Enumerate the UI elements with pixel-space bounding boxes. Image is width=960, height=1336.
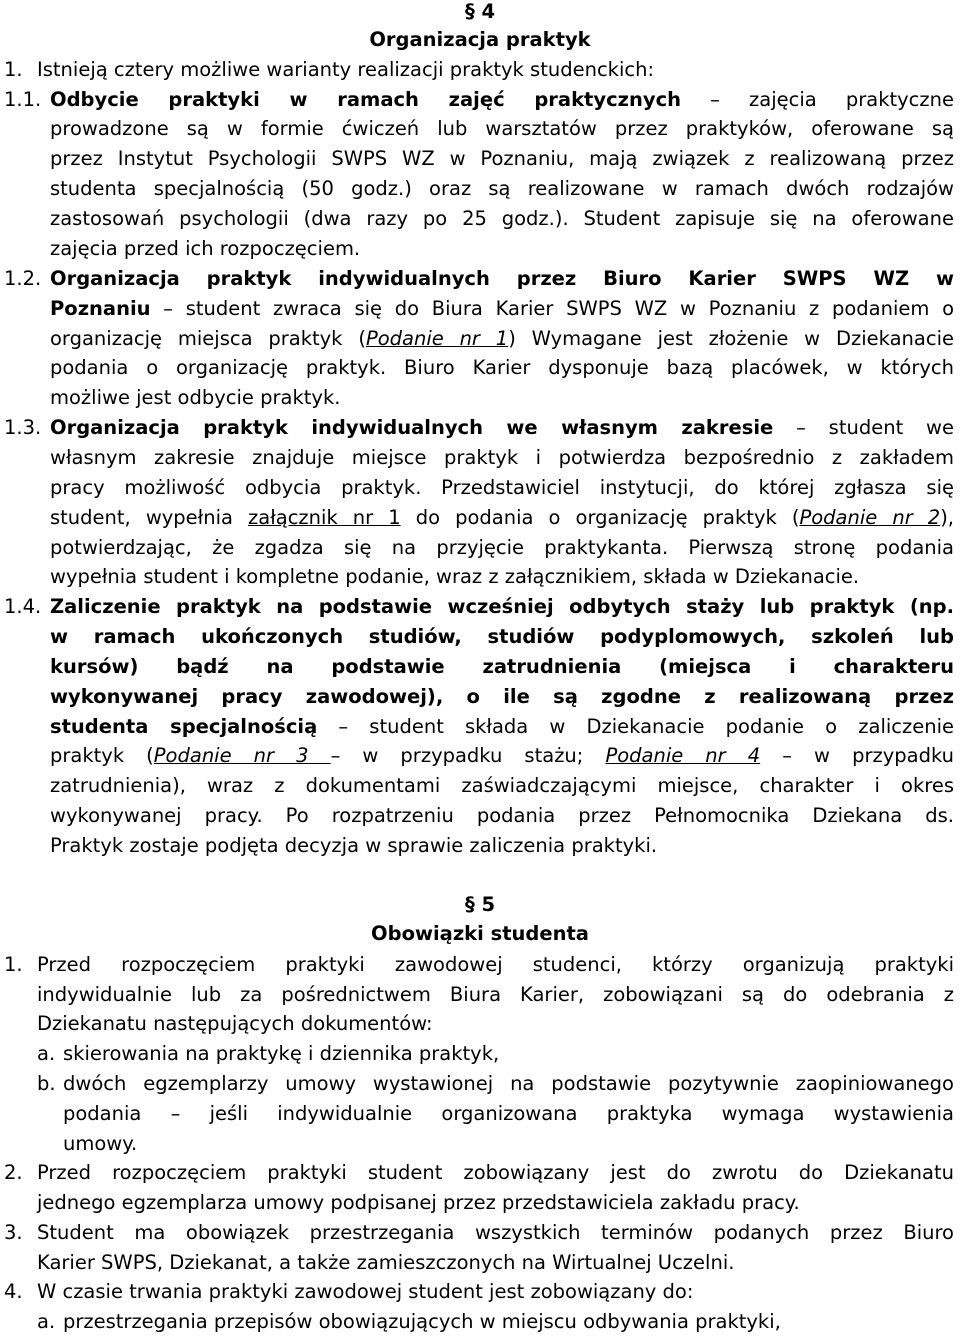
sub-1-2-text-b: ) Wymagane jest złożenie w Dziekanacie [508,327,954,350]
obligation-4a-text: przestrzegania przepisów obowiązujących w miejscu odbywania praktyki, [63,1310,781,1333]
sub-1-1-line-2: prowadzone są w formie ćwiczeń lub warsztatów przez praktyków, oferowane są [50,117,954,140]
obligation-4-line-1: W czasie trwania praktyki zawodowej student jest zobowiązany do: [37,1280,694,1303]
obligation-2-line-1: Przed rozpoczęciem praktyki student zobowiązany jest do zwrotu do Dziekanatu [37,1161,954,1184]
sub-1-3-text: – student we [773,416,954,439]
sub-1-1-number: 1.1. [4,88,42,111]
sub-1-3-line-1 [50,416,954,440]
sub-1-4-text-b: – w przypadku stażu; [330,744,606,767]
sub-1-2-heading: Organizacja praktyk indywidualnych przez Biuro Karier SWPS WZ w [50,267,954,290]
sub-1-4-line-6 [50,744,954,768]
sub-1-4-line-7: zatrudnienia), wraz z dokumentami zaświadczającymi miejsce, charakter i okres [50,774,954,797]
sub-1-3-text-c: ), [940,506,954,529]
podanie-1-link[interactable]: Podanie nr 1 [365,327,509,350]
obligation-2-number: 2. [4,1161,23,1184]
sub-1-4-heading-5: studenta specjalnością [50,715,318,738]
section-4-sign: § 4 [464,0,496,23]
sub-1-4-line-8: wykonywanej pracy. Po rozpatrzeniu podania przez Pełnomocnika Dziekana ds. [50,804,954,827]
sub-1-2-line-2 [50,297,954,321]
sub-1-1-heading: Odbycie praktyki w ramach zajęć praktycznych [50,88,682,111]
sub-1-1-line-5: zastosowań psychologii (dwa razy po 25 godz.). Student zapisuje się na oferowane [50,207,954,230]
obligation-1a-text: skierowania na praktykę i dziennika praktyk, [63,1042,500,1065]
sub-1-4-heading-2: w ramach ukończonych studiów, studiów podyplomowych, szkoleń lub [50,625,954,648]
obligation-1-line-1: Przed rozpoczęciem praktyki zawodowej studenci, którzy organizują praktyki [37,953,954,976]
sub-1-4-heading-1: Zaliczenie praktyk na podstawie wcześniej odbytych staży lub praktyk (np. [50,595,954,618]
sub-1-4-heading-4: wykonywanej pracy zawodowej), o ile są zgodne z realizowaną przez [50,685,954,708]
obligation-3-number: 3. [4,1221,23,1244]
section-4-title: Organizacja praktyk [369,28,591,51]
obligation-1b-number: b. [37,1072,56,1095]
zalacznik-1-link[interactable]: załącznik nr 1 [248,506,401,529]
sub-1-2-line-3 [50,327,954,351]
sub-1-2-text-a: organizację miejsca praktyk ( [50,327,366,350]
sub-1-3-line-4 [50,506,954,530]
sub-1-4-text: – student składa w Dziekanacie podanie o zaliczenie [317,715,955,738]
sub-1-3-text-b: do podania o organizację praktyk ( [400,506,800,529]
sub-1-2-heading-end: Poznaniu [50,297,151,320]
sub-1-2-line-5: możliwe jest odbycie praktyk. [50,386,341,409]
sub-1-3-line-6: wypełnia student i kompletne podanie, wraz z załącznikiem, składa w Dziekanacie. [50,565,860,588]
obligation-3-line-1: Student ma obowiązek przestrzegania wszystkich terminów podanych przez Biuro [37,1221,954,1244]
sub-1-4-text-c: – w przypadku [760,744,954,767]
sub-1-3-number: 1.3. [4,416,42,439]
sub-1-1-line-6: zajęcia przed ich rozpoczęciem. [50,237,361,260]
obligation-4-number: 4. [4,1280,23,1303]
obligation-3-line-2: Karier SWPS, Dziekanat, a także zamieszczonych na Wirtualnej Uczelni. [37,1251,735,1274]
sub-1-4-text-a: praktyk ( [50,744,154,767]
sub-1-3-heading: Organizacja praktyk indywidualnych we własnym zakresie [50,416,774,439]
sub-1-3-line-3: pracy możliwość odbycia praktyk. Przedstawiciel instytucji, do której zgłasza się [50,476,954,499]
sub-1-3-text-a: student, wypełnia [50,506,249,529]
obligation-4a-number: a. [37,1310,56,1333]
podanie-4-link[interactable]: Podanie nr 4 [605,744,761,767]
sub-1-1-line-1 [50,88,954,112]
podanie-3-link[interactable]: Podanie nr 3 [153,744,331,767]
obligation-1b-line-1: dwóch egzemplarzy umowy wystawionej na podstawie pozytywnie zaopiniowanego [63,1072,954,1095]
obligation-1-line-3: Dziekanatu następujących dokumentów: [37,1012,433,1035]
sub-1-1-line-4: studenta specjalnością (50 godz.) oraz są realizowane w ramach dwóch rodzajów [50,177,954,200]
obligation-1b-line-3: umowy. [63,1132,138,1155]
sub-1-2-number: 1.2. [4,267,42,290]
section-5-title: Obowiązki studenta [371,922,589,945]
obligation-1a-number: a. [37,1042,56,1065]
sub-1-2-line-4: podania o organizację praktyk. Biuro Karier dysponuje bazą placówek, w których [50,356,954,379]
obligation-2-line-2: jednego egzemplarza umowy podpisanej przez przedstawiciela zakładu pracy. [37,1191,800,1214]
obligation-1b-line-2: podania – jeśli indywidualnie organizowana praktyka wymaga wystawienia [63,1102,954,1125]
item-1-text: Istnieją cztery możliwe warianty realizacji praktyk studenckich: [37,58,655,81]
sub-1-3-line-2: własnym zakresie znajduje miejsce praktyk i potwierdza bezpośrednio z zakładem [50,446,954,469]
podanie-2-link[interactable]: Podanie nr 2 [799,506,941,529]
section-5-sign: § 5 [464,893,496,916]
obligation-1-number: 1. [4,953,23,976]
item-1-number: 1. [4,58,23,81]
sub-1-4-number: 1.4. [4,595,42,618]
sub-1-2-text: – student zwraca się do Biura Karier SWPS WZ w Poznaniu z podaniem o [150,297,954,320]
sub-1-4-line-9: Praktyk zostaje podjęta decyzja w sprawie zaliczenia praktyki. [50,834,658,857]
sub-1-1-text: – zajęcia praktyczne [681,88,954,111]
sub-1-1-line-3: przez Instytut Psychologii SWPS WZ w Poznaniu, mają związek z realizowaną przez [50,147,954,170]
sub-1-4-heading-3: kursów) bądź na podstawie zatrudnienia (miejsca i charakteru [50,655,954,678]
sub-1-3-line-5: potwierdzając, że zgadza się na przyjęcie praktykanta. Pierwszą stronę podania [50,536,954,559]
obligation-1-line-2: indywidualnie lub za pośrednictwem Biura Karier, zobowiązani są do odebrania z [37,983,954,1006]
sub-1-4-line-5 [50,715,954,739]
